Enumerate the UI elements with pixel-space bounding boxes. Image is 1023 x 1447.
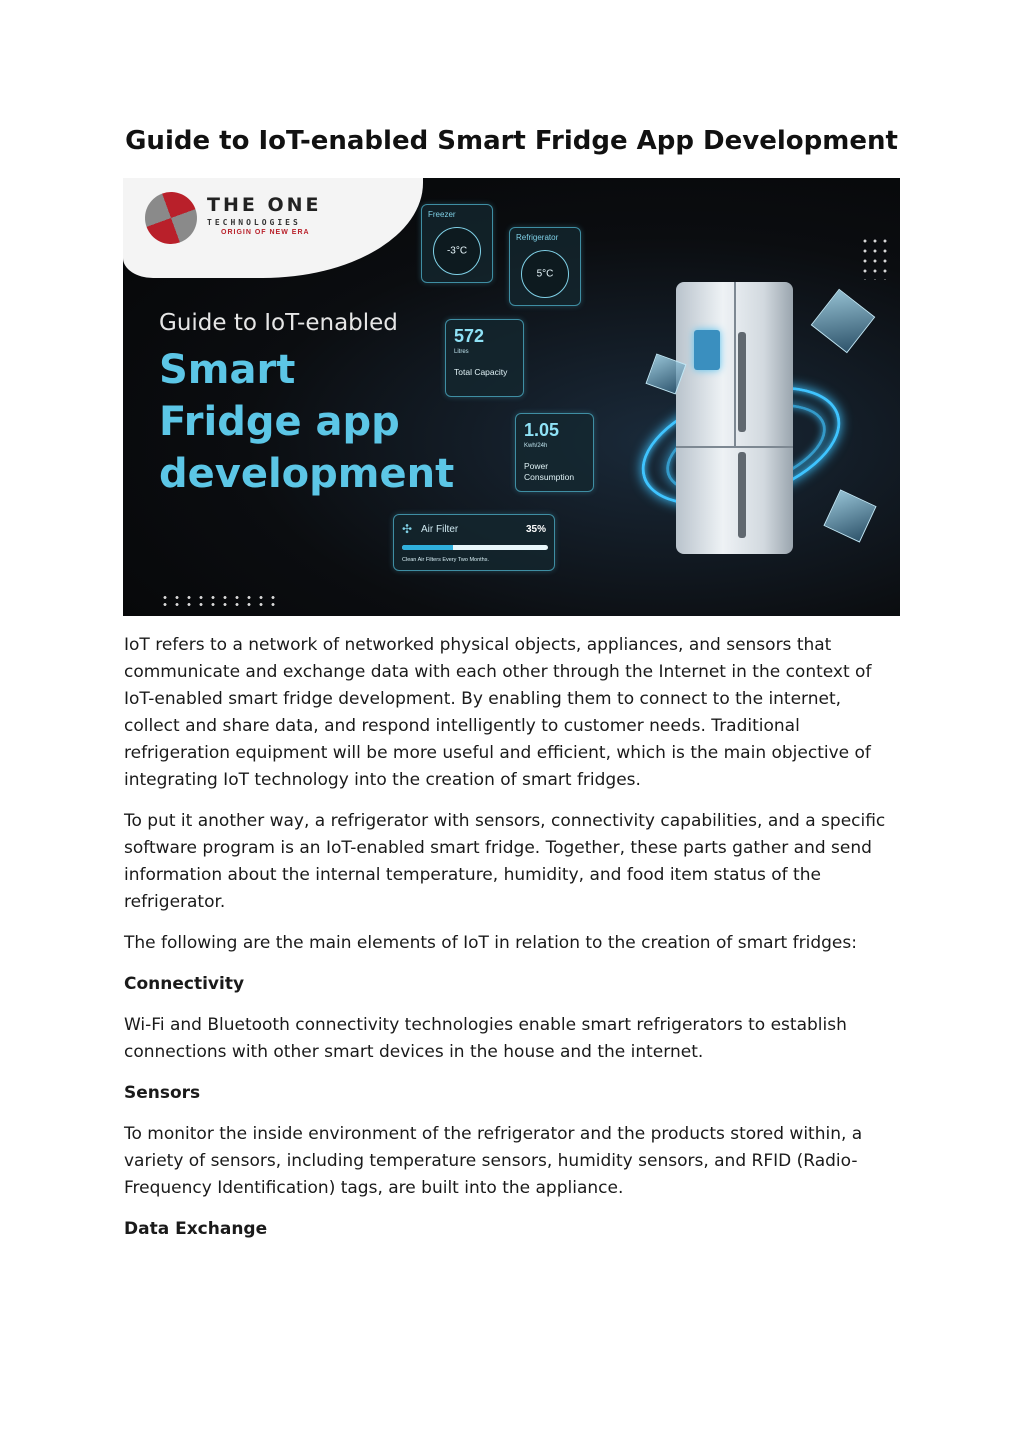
refrigerator-dial-icon — [521, 250, 569, 298]
air-filter-label: Air Filter — [421, 524, 459, 535]
refrigerator-label: Refrigerator — [516, 233, 559, 242]
power-unit: Kwh/24h — [524, 443, 548, 449]
air-filter-progress-fill — [402, 545, 453, 550]
fridge-display-panel — [694, 330, 720, 370]
ice-cube-graphic — [823, 489, 876, 542]
paragraph: The following are the main elements of IoT in relation to the creation of smart fridges: — [124, 933, 857, 953]
logo-tagline: ORIGIN OF NEW ERA — [221, 229, 310, 236]
fan-icon: ✣ — [402, 522, 413, 536]
power-card — [515, 413, 594, 492]
fridge-illustration — [676, 282, 793, 554]
air-filter-progress-bar — [402, 545, 548, 550]
hero-headline-line: Smart — [159, 347, 296, 393]
section-heading-data-exchange: Data Exchange — [124, 1219, 268, 1239]
refrigerator-card — [509, 227, 581, 306]
decorative-dots-grid — [860, 236, 892, 280]
capacity-value: 572 — [454, 326, 485, 346]
power-desc: Power Consumption — [524, 461, 575, 482]
logo-subtitle: TECHNOLOGIES — [207, 218, 301, 227]
paragraph: Wi-Fi and Bluetooth connectivity technologies enable smart refrigerators to establish connections with other smart devices in the house and the internet. — [124, 1015, 847, 1062]
hero-banner-image — [123, 178, 900, 616]
paragraph: To put it another way, a refrigerator with sensors, connectivity capabilities, and a specific software program is an IoT-enabled smart fridge. Together, these parts gather and send information about the internal temperature, humidity, and food item status of the refrigerator. — [124, 811, 886, 912]
fridge-handle — [738, 452, 746, 538]
paragraph: IoT refers to a network of networked physical objects, appliances, and sensors that communicate and exchange data with each other through the Internet in the context of IoT-enabled smart fridge development. By enabling them to connect to the internet, collect and share data, and respond intelligently to customer needs. Traditional refrigeration equipment will be more useful and efficient, which is the main objective of integrating IoT technology into the creation of smart fridges. — [124, 635, 872, 790]
air-filter-card — [393, 514, 555, 571]
air-filter-note: Clean Air Filters Every Two Months. — [402, 557, 490, 563]
decorative-dots-row — [159, 594, 279, 608]
freezer-card — [421, 204, 493, 283]
section-heading-sensors: Sensors — [124, 1083, 201, 1103]
capacity-card — [445, 319, 524, 397]
capacity-unit: Litres — [454, 349, 469, 355]
freezer-temp: -3°C — [446, 245, 468, 257]
paragraph: To monitor the inside environment of the refrigerator and the products stored within, a variety of sensors, including temperature sensors, humidity sensors, and RFID (Radio-Frequency Identification) tags, are built into the appliance. — [124, 1124, 863, 1198]
power-value: 1.05 — [524, 420, 560, 440]
fridge-door-split — [734, 282, 736, 446]
ice-cube-graphic — [811, 289, 876, 354]
hero-headline-small: Guide to IoT-enabled — [159, 310, 398, 336]
logo-name: THE ONE — [207, 194, 322, 216]
hero-headline-line: Fridge app — [159, 399, 400, 445]
article-body — [124, 632, 900, 1257]
refrigerator-temp: 5°C — [536, 268, 554, 280]
air-filter-percent: 35% — [525, 524, 546, 535]
hero-headline-line: development — [159, 451, 455, 497]
fridge-handle — [738, 332, 746, 432]
page-title: Guide to IoT-enabled Smart Fridge App Development — [125, 126, 898, 156]
freezer-label: Freezer — [428, 210, 456, 219]
fridge-drawer-split — [676, 446, 793, 448]
section-heading-connectivity: Connectivity — [124, 974, 245, 994]
freezer-dial-icon — [433, 227, 481, 275]
capacity-desc: Total Capacity — [454, 367, 508, 377]
